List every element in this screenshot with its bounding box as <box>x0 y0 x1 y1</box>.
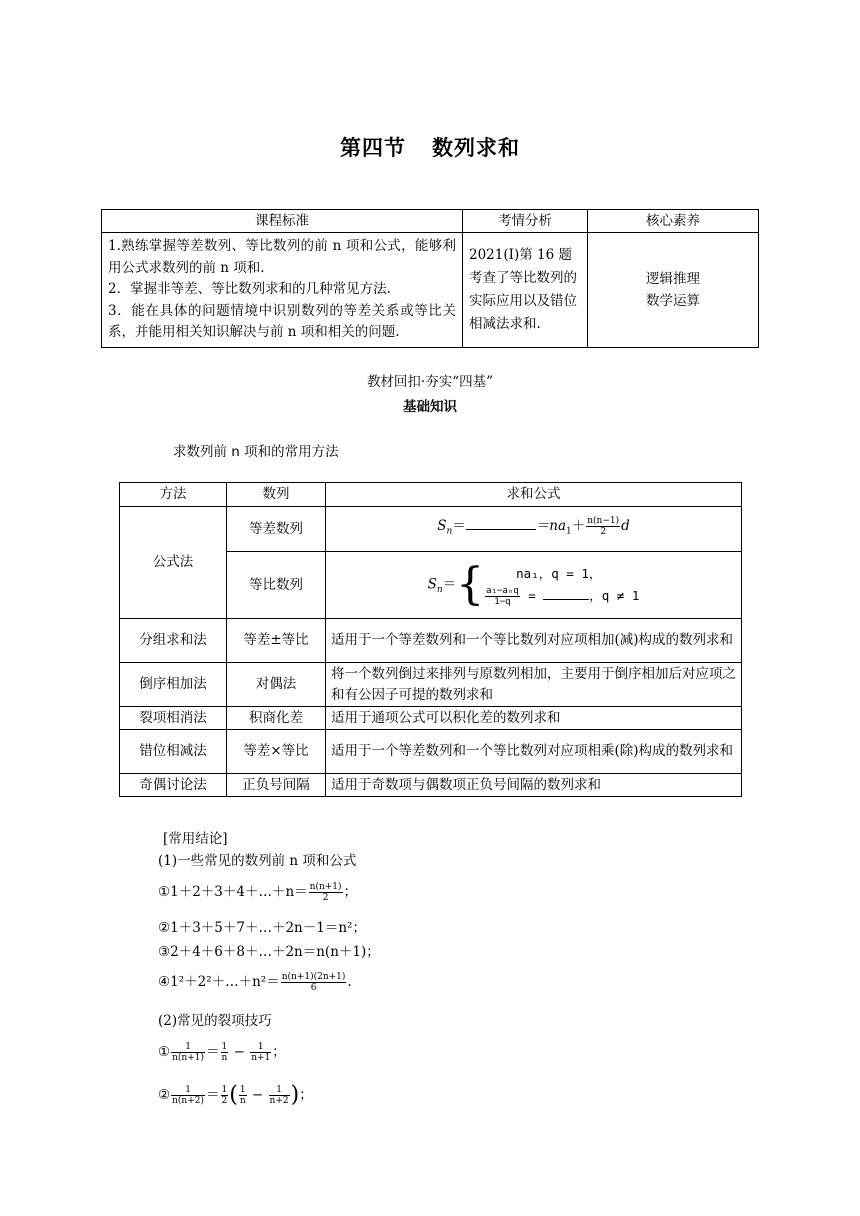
formula-method-cell: 公式法 <box>120 507 227 619</box>
conclusion-p2: (2)常见的裂项技巧 <box>158 1013 272 1029</box>
section-heading: 教材回扣·夯实“四基” <box>366 374 494 390</box>
formula-row-1: 适用于一个等差数列和一个等比数列对应项相加(减)构成的数列求和 <box>326 619 742 663</box>
header-literacy: 核心素养 <box>588 210 759 233</box>
standard-1: 1.熟练掌握等差数列、等比数列的前 n 项和公式，能够利用公式求数列的前 n 项和. <box>108 238 456 276</box>
answer-blank <box>543 588 589 600</box>
formula-row-3: 适用于通项公式可以积化差的数列求和 <box>326 707 742 730</box>
method-row-4: 错位相减法 <box>120 730 227 774</box>
formula-2: ②1＋3＋5＋7＋…＋2n－1＝n²； <box>158 920 366 936</box>
topic-heading: 求数列前 n 项和的常用方法 <box>173 444 339 460</box>
formula-row-2: 将一个数列倒过来排列与原数列相加，主要用于倒序相加后对应项之和有公因子可提的数列求和 <box>326 663 742 707</box>
header-standard: 课程标准 <box>102 210 463 233</box>
standard-3: 3．能在具体的问题情境中识别数列的等差关系或等比关系，并能用相关知识解决与前 n 项和相关的问题. <box>108 302 456 341</box>
formula-4: ④1²＋2²＋…＋n²＝ $\frac{n(n+1)(2n+1)}{6}$ . <box>158 972 352 993</box>
literacy-1: 逻辑推理 <box>646 271 700 287</box>
standards-cell <box>102 233 463 348</box>
standard-2: 2．掌握非等差、等比数列求和的几种常见方法. <box>108 281 391 298</box>
seq-row-5: 正负号间隔 <box>227 774 326 797</box>
header-formula: 求和公式 <box>326 483 742 507</box>
geo-label: 等比数列 <box>227 552 326 619</box>
conclusion-p1: (1)一些常见的数列前 n 项和公式 <box>158 853 357 869</box>
seq-row-2: 对偶法 <box>227 663 326 707</box>
arith-formula: $S_n= =na_1+$ $\frac{n(n-1)}{2}$ d <box>326 507 742 552</box>
page-title: 第四节 数列求和 <box>340 136 520 160</box>
split-1: ① $\frac{1}{n(n+1)}$ ＝ $\frac{1}{n}$ − $\frac{1}{n+1}$ ； <box>158 1042 286 1063</box>
seq-row-1: 等差±等比 <box>227 619 326 663</box>
arith-label: 等差数列 <box>227 507 326 552</box>
answer-blank <box>466 517 536 530</box>
section-subheading: 基础知识 <box>403 399 457 415</box>
method-row-1: 分组求和法 <box>120 619 227 663</box>
split-2: ② $\frac{1}{n(n+2)}$ ＝ $\frac{1}{2}$ ( $\frac{1}{n}$ − $\frac{1}{n+2}$ )； <box>158 1082 313 1108</box>
geo-formula: $S_n=${ na₁，q = 1， $\frac{\text{a₁−aₙq}}{1-q}$ = ，q ≠ 1 <box>326 552 742 619</box>
method-row-2: 倒序相加法 <box>120 663 227 707</box>
formula-row-4: 适用于一个等差数列和一个等比数列对应项相乘(除)构成的数列求和 <box>326 730 742 774</box>
method-row-5: 奇偶讨论法 <box>120 774 227 797</box>
seq-row-4: 等差×等比 <box>227 730 326 774</box>
formula-3: ③2＋4＋6＋8＋…＋2n＝n(n＋1)； <box>158 944 380 960</box>
header-sequence: 数列 <box>227 483 326 507</box>
literacy-cell <box>588 233 759 348</box>
methods-table <box>119 482 742 797</box>
header-method: 方法 <box>120 483 227 507</box>
header-analysis: 考情分析 <box>463 210 588 233</box>
analysis-cell: 2021(Ⅰ)第 16 题考查了等比数列的实际应用以及错位相减法求和. <box>463 233 588 348</box>
conclusion-label: [常用结论] <box>163 831 228 847</box>
seq-row-3: 积商化差 <box>227 707 326 730</box>
formula-1: ①1＋2＋3＋4＋…＋n＝ $\frac{n(n+1)}{2}$ ； <box>158 882 358 903</box>
literacy-2: 数学运算 <box>646 293 700 309</box>
method-row-3: 裂项相消法 <box>120 707 227 730</box>
formula-row-5: 适用于奇数项与偶数项正负号间隔的数列求和 <box>326 774 742 797</box>
curriculum-table <box>101 209 759 348</box>
